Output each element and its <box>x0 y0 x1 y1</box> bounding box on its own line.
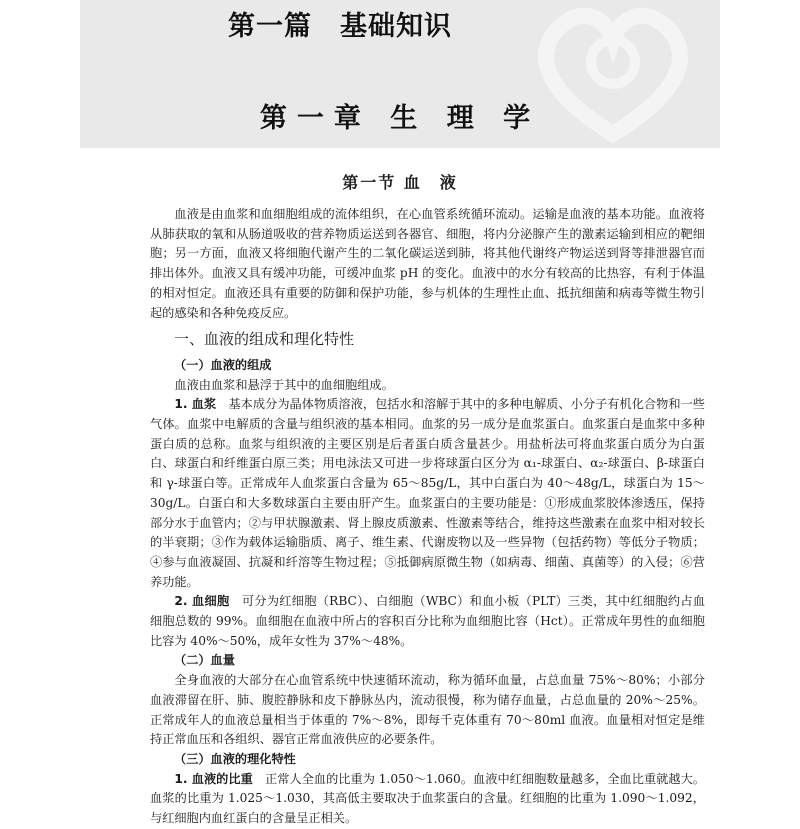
blood-cells-lead: 2. 血细胞 <box>174 594 230 609</box>
blood-volume-paragraph: 全身血液的大部分在心血管系统中快速循环流动，称为循环血量，占总血量 75%～80%；小部分血液滞留在肝、肺、腹腔静脉和皮下静脉丛内，流动很慢，称为储存血量，占总血量的 20%～25%。正常成年人的血液总量相当于体重的 7%～8%，即每千克体重有 70～80ml 血液。血量相对恒定是维持正常血压和各组织、器官正常血液供应的必要条件。 <box>150 673 705 747</box>
subheading-physicochemical-properties: （三）血液的理化特性 <box>174 751 296 766</box>
specific-gravity-lead: 1. 血液的比重 <box>174 771 253 786</box>
subheading-blood-composition: （一）血液的组成 <box>174 357 272 372</box>
specific-gravity-text: 正常人全血的比重为 1.050～1.060。血液中红细胞数量越多，全血比重就越大。血浆的比重为 1.025～1.030，其高低主要取决于血浆蛋白的含量。红细胞的比重为 1.090～1.092，与红细胞内血红蛋白的含量呈正相关。 <box>150 771 705 826</box>
subheading-blood-volume: （二）血量 <box>174 653 235 668</box>
intro-paragraph: 血液是由血浆和血细胞组成的流体组织，在心血管系统循环流动。运输是血液的基本功能。血液将从肺获取的氧和从肠道吸收的营养物质运送到各器官、细胞，将内分泌腺产生的激素运输到相应的靶细胞；另一方面，血液又将细胞代谢产生的二氧化碳运送到肺，将其他代谢终产物运送到肾等排泄器官而排出体外。血液又具有缓冲功能，可缓冲血浆 pH 的变化。血液中的水分有较高的比热容，有利于体温的相对恒定。血液还具有重要的防御和保护功能，参与机体的生理性止血、抵抗细菌和病毒等微生物引起的感染和各种免疫反应。 <box>150 207 705 320</box>
blood-cells-text: 可分为红细胞（RBC）、白细胞（WBC）和血小板（PLT）三类，其中红细胞约占血细胞总数的 99%。血细胞在血液中所占的容积百分比称为血细胞比容（Hct）。正常成年男性的血细胞比容为 40%～50%，成年女性为 37%～48%。 <box>150 594 706 648</box>
plasma-paragraph <box>150 395 705 592</box>
section-title: 第一节 血 液 <box>342 173 458 192</box>
chapter-title: 第一章 生 理 学 <box>259 103 541 134</box>
blood-cells-paragraph <box>150 592 705 651</box>
specific-gravity-paragraph <box>150 770 705 829</box>
plasma-lead: 1. 血浆 <box>174 397 217 412</box>
heading-blood-composition-properties: 一、血液的组成和理化特性 <box>174 330 355 349</box>
body-content <box>150 205 705 829</box>
part-title: 第一篇 基础知识 <box>228 11 452 42</box>
plasma-text: 基本成分为晶体物质溶液，包括水和溶解于其中的多种电解质、小分子有机化合物和一些气体。血浆中电解质的含量与组织液的基本相同。血浆的另一成分是血浆蛋白。血浆蛋白是血浆中多种蛋白质的总称。血浆与组织液的主要区别是后者蛋白质含量甚少。用盐析法可将血浆蛋白质分为白蛋白、球蛋白和纤维蛋白原三类；用电泳法又可进一步将球蛋白区分为 α₁-球蛋白、α₂-球蛋白、β-球蛋白和 γ-球蛋白等。正常成年人血浆蛋白含量为 65～85g/L，其中白蛋白为 40～48g/L，球蛋白为 15～30g/L。白蛋白和大多数球蛋白主要由肝产生。血浆蛋白的主要功能是：①形成血浆胶体渗透压，保持部分水于血管内；②与甲状腺激素、肾上腺皮质激素、性激素等结合，维持这些激素在血浆中相对较长的半衰期；③作为载体运输脂质、离子、维生素、代谢废物以及一些异物（包括药物）等低分子物质；④参与血液凝固、抗凝和纤溶等生物过程；⑤抵御病原微生物（如病毒、细菌、真菌等）的入侵；⑥营养功能。 <box>150 397 705 589</box>
composition-paragraph: 血液由血浆和悬浮于其中的血细胞组成。 <box>174 377 394 392</box>
